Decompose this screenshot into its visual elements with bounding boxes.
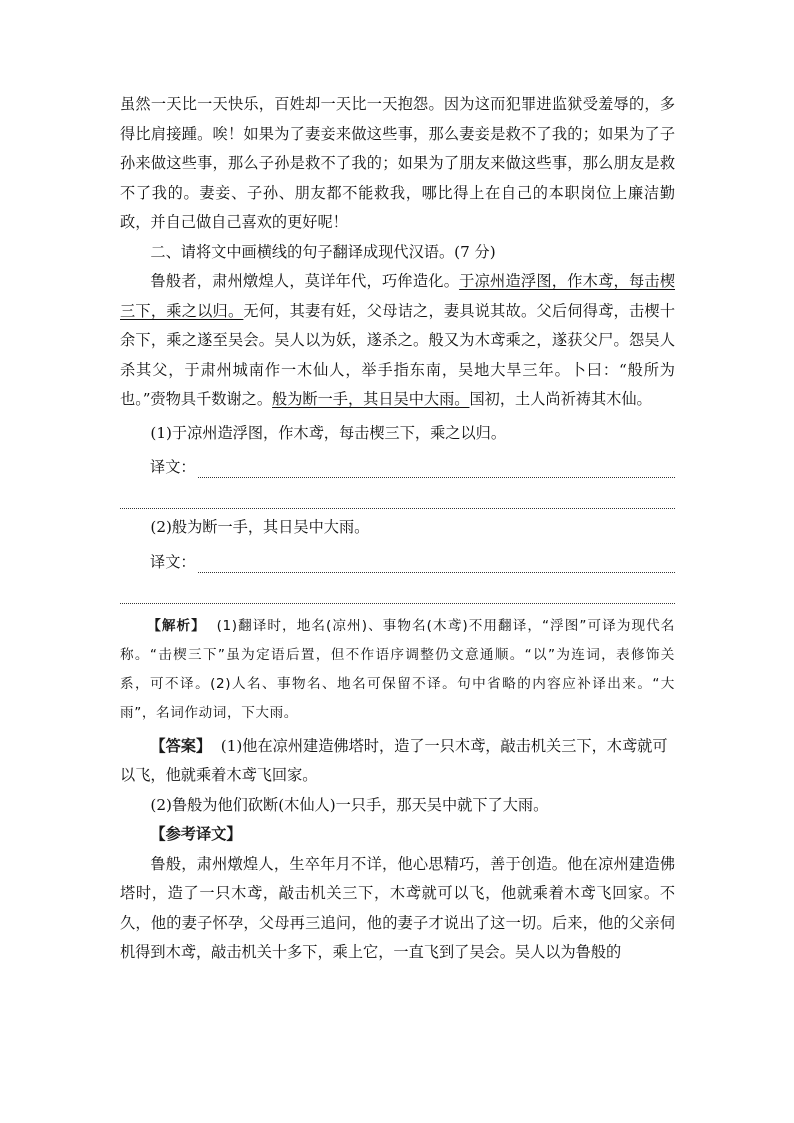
answer-blank-line-2b[interactable] [120, 573, 675, 604]
page-content [120, 90, 675, 968]
question-heading: 二、请将文中画横线的句子翻译成现代汉语。(7 分) [150, 242, 496, 261]
analysis-text: (1)翻译时，地名(凉州)、事物名(木鸢)不用翻译，“浮图”可译为现代名称。“击楔三下”虽为定语后置，但不作语序调整仍文意通顺。“以”为连词，表修饰关系，可不译。(2)人名、事物名、地名可保留不译。句中省略的内容应补译出来。“大雨”，名词作动词，下大雨。 [120, 617, 675, 721]
answer-blank-line-2a[interactable] [198, 558, 675, 573]
passage-text-2: 无何，其妻有妊，父母诘之，妻具说其故。父后伺得鸢，击楔十余下，乘之遂至吴会。吴人以为妖，遂杀之。般又为木鸢乘之，遂获父尸。怨吴人杀其父，于肃州城南作一木仙人，举手指东南，吴地大旱三年。卜曰：“般所为也。”赍物具千数谢之。 [120, 301, 676, 408]
analysis-tag: 【解析】 [147, 617, 206, 634]
reference-translation: 鲁般，肃州燉煌人，生卒年月不详，他心思精巧，善于创造。他在凉州建造佛塔时，造了一只木鸢，敲击机关三下，木鸢就可以飞，他就乘着木鸢飞回家。不久，他的妻子怀孕，父母再三追问，他的妻子才说出了这一切。后来，他的父亲伺机得到木鸢，敲击机关十多下，乘上它，一直飞到了吴会。吴人以为鲁般的 [120, 854, 675, 961]
passage-translation-end: 虽然一天比一天快乐，百姓却一天比一天抱怨。因为这而犯罪进监狱受羞辱的，多得比肩接踵。唉！如果为了妻妾来做这些事，那么妻妾是救不了我的；如果为了子孙来做这些事，那么子孙是救不了我的；如果为了朋友来做这些事，那么朋友是救不了我的。妻妾、子孙、朋友都不能救我，哪比得上在自己的本职岗位上廉洁勤政，并自己做自己喜欢的更好呢！ [120, 95, 675, 231]
answer-text-1: (1)他在凉州建造佛塔时，造了一只木鸢，敲击机关三下，木鸢就可以飞，他就乘着木鸢飞回家。 [120, 736, 668, 784]
passage-text-3: 国初，土人尚祈祷其木仙。 [469, 390, 652, 408]
reference-tag-line [120, 820, 675, 850]
answer-tag: 【答案】 [150, 736, 212, 755]
answer-block-1 [120, 732, 675, 791]
sub-question-2: (2)般为断一手，其日吴中大雨。 [150, 518, 370, 536]
answer-block-2: (2)鲁般为他们砍断(木仙人)一只手，那天吴中就下了大雨。 [150, 795, 549, 814]
classical-passage [120, 267, 675, 415]
passage-text-1: 鲁般者，肃州燉煌人，莫详年代，巧侔造化。 [150, 272, 460, 290]
translation-label-1: 译文： [150, 458, 196, 476]
reference-tag: 【参考译文】 [150, 825, 242, 843]
underlined-sentence-1: 于凉州造浮图，作木鸢，每击楔三下，乘之以归。 [120, 272, 676, 320]
sub-question-1: (1)于凉州造浮图，作木鸢，每击楔三下，乘之以归。 [150, 423, 507, 442]
translation-line-1 [150, 448, 675, 478]
translation-line-2 [150, 543, 675, 573]
answer-blank-line-1a[interactable] [198, 463, 675, 478]
analysis-block [120, 612, 675, 728]
answer-blank-line-1b[interactable] [120, 478, 675, 509]
translation-label-2: 译文： [150, 552, 196, 571]
underlined-sentence-2: 般为断一手，其日吴中大雨。 [272, 390, 470, 408]
